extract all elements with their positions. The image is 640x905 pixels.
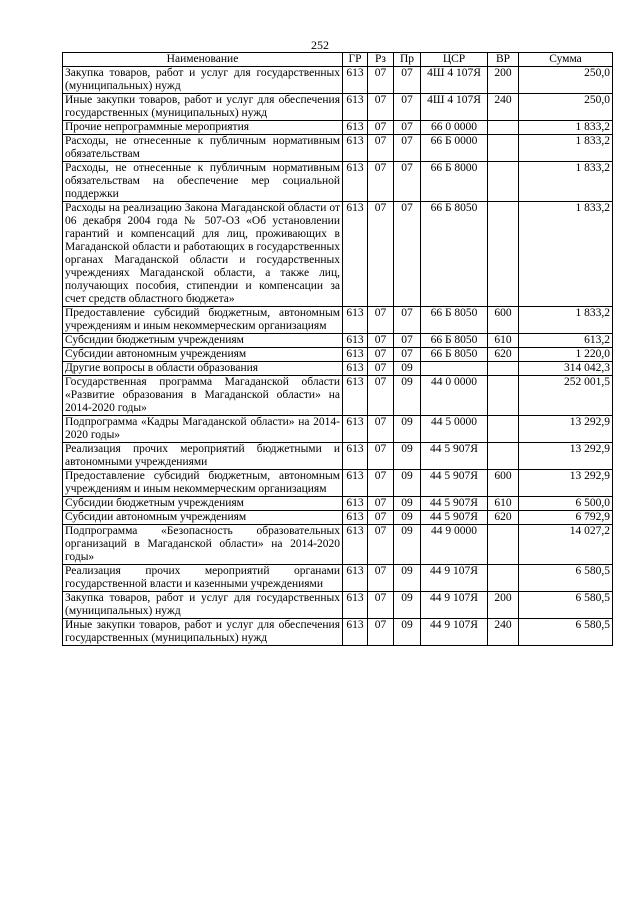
cell-gr: 613 (343, 619, 368, 646)
table-row (63, 443, 613, 470)
cell-gr: 613 (343, 376, 368, 416)
cell-vr: 200 (488, 592, 519, 619)
cell-vr (488, 362, 519, 376)
cell-rz: 07 (368, 565, 394, 592)
cell-csr: 44 5 907Я (421, 443, 488, 470)
cell-name: Подпрограмма «Кадры Магаданской области» на 2014-2020 годы» (63, 416, 343, 443)
cell-pr: 09 (394, 565, 421, 592)
cell-gr: 613 (343, 202, 368, 307)
cell-pr: 07 (394, 67, 421, 94)
cell-sum: 13 292,9 (519, 443, 613, 470)
cell-rz: 07 (368, 619, 394, 646)
cell-rz: 07 (368, 94, 394, 121)
cell-vr: 610 (488, 497, 519, 511)
cell-name: Субсидии автономным учреждениям (63, 511, 343, 525)
cell-rz: 07 (368, 525, 394, 565)
table-row (63, 565, 613, 592)
cell-csr: 44 9 0000 (421, 525, 488, 565)
cell-csr: 44 9 107Я (421, 565, 488, 592)
cell-pr: 09 (394, 592, 421, 619)
cell-rz: 07 (368, 592, 394, 619)
cell-rz: 07 (368, 470, 394, 497)
header-vr: ВР (488, 53, 519, 67)
cell-vr (488, 416, 519, 443)
cell-vr (488, 525, 519, 565)
cell-vr (488, 565, 519, 592)
cell-name: Расходы, не отнесенные к публичным нормативным обязательствам (63, 135, 343, 162)
cell-name: Государственная программа Магаданской области «Развитие образования в Магаданской области» на 2014-2020 годы» (63, 376, 343, 416)
cell-rz: 07 (368, 121, 394, 135)
cell-name: Закупка товаров, работ и услуг для государственных (муниципальных) нужд (63, 592, 343, 619)
cell-pr: 07 (394, 94, 421, 121)
cell-sum: 1 220,0 (519, 348, 613, 362)
cell-rz: 07 (368, 362, 394, 376)
table-row (63, 94, 613, 121)
cell-name: Расходы, не отнесенные к публичным нормативным обязательствам на обеспечение мер социальной поддержки (63, 162, 343, 202)
cell-pr: 07 (394, 307, 421, 334)
cell-vr: 200 (488, 67, 519, 94)
cell-gr: 613 (343, 334, 368, 348)
cell-sum: 14 027,2 (519, 525, 613, 565)
cell-vr (488, 162, 519, 202)
cell-rz: 07 (368, 202, 394, 307)
table-row (63, 348, 613, 362)
cell-name: Прочие непрограммные мероприятия (63, 121, 343, 135)
cell-sum: 1 833,2 (519, 202, 613, 307)
cell-sum: 250,0 (519, 94, 613, 121)
cell-csr: 66 Б 8050 (421, 334, 488, 348)
table-row (63, 619, 613, 646)
cell-csr: 66 Б 0000 (421, 135, 488, 162)
cell-name: Другие вопросы в области образования (63, 362, 343, 376)
cell-vr: 620 (488, 348, 519, 362)
cell-sum: 1 833,2 (519, 162, 613, 202)
table-row (63, 511, 613, 525)
cell-name: Субсидии бюджетным учреждениям (63, 334, 343, 348)
cell-csr: 44 9 107Я (421, 592, 488, 619)
cell-pr: 09 (394, 416, 421, 443)
cell-rz: 07 (368, 307, 394, 334)
cell-vr (488, 376, 519, 416)
table-row (63, 376, 613, 416)
cell-csr: 44 0 0000 (421, 376, 488, 416)
cell-csr: 44 5 907Я (421, 511, 488, 525)
cell-pr: 09 (394, 376, 421, 416)
cell-gr: 613 (343, 511, 368, 525)
cell-pr: 09 (394, 362, 421, 376)
cell-name: Иные закупки товаров, работ и услуг для обеспечения государственных (муниципальных) нужд (63, 619, 343, 646)
table-row (63, 525, 613, 565)
cell-csr: 66 Б 8050 (421, 307, 488, 334)
header-sum: Сумма (519, 53, 613, 67)
table-row (63, 162, 613, 202)
cell-rz: 07 (368, 162, 394, 202)
cell-vr (488, 135, 519, 162)
table-row (63, 67, 613, 94)
cell-csr: 4Ш 4 107Я (421, 94, 488, 121)
cell-vr: 240 (488, 619, 519, 646)
cell-gr: 613 (343, 348, 368, 362)
budget-table (62, 52, 613, 646)
cell-gr: 613 (343, 416, 368, 443)
cell-csr: 44 9 107Я (421, 619, 488, 646)
cell-name: Предоставление субсидий бюджетным, автономным учреждениям и иным некоммерческим организациям (63, 470, 343, 497)
cell-sum: 1 833,2 (519, 135, 613, 162)
table-row (63, 135, 613, 162)
cell-gr: 613 (343, 525, 368, 565)
cell-name: Субсидии автономным учреждениям (63, 348, 343, 362)
cell-vr: 610 (488, 334, 519, 348)
cell-gr: 613 (343, 497, 368, 511)
cell-sum: 13 292,9 (519, 416, 613, 443)
cell-name: Предоставление субсидий бюджетным, автономным учреждениям и иным некоммерческим организациям (63, 307, 343, 334)
cell-pr: 09 (394, 525, 421, 565)
cell-rz: 07 (368, 376, 394, 416)
cell-gr: 613 (343, 307, 368, 334)
cell-name: Расходы на реализацию Закона Магаданской области от 06 декабря 2004 года № 507-ОЗ «Об установлении гарантий и компенсаций для лиц, проживающих в Магаданской области и работающих в государственных органах Магаданской области и государственных учреждениях Магаданской области, а также лиц, получающих пособия, стипендии и компенсации за счет средств областного бюджета» (63, 202, 343, 307)
cell-csr: 66 Б 8050 (421, 202, 488, 307)
cell-vr (488, 121, 519, 135)
cell-csr: 66 0 0000 (421, 121, 488, 135)
table-row (63, 307, 613, 334)
cell-vr: 620 (488, 511, 519, 525)
cell-pr: 07 (394, 202, 421, 307)
cell-name: Реализация прочих мероприятий бюджетными и автономными учреждениями (63, 443, 343, 470)
cell-gr: 613 (343, 592, 368, 619)
cell-sum: 6 500,0 (519, 497, 613, 511)
cell-sum: 250,0 (519, 67, 613, 94)
cell-vr (488, 202, 519, 307)
table-row (63, 470, 613, 497)
cell-rz: 07 (368, 135, 394, 162)
cell-sum: 6 580,5 (519, 592, 613, 619)
cell-sum: 6 580,5 (519, 619, 613, 646)
cell-vr: 600 (488, 470, 519, 497)
cell-csr: 66 Б 8050 (421, 348, 488, 362)
cell-pr: 09 (394, 470, 421, 497)
cell-rz: 07 (368, 497, 394, 511)
cell-gr: 613 (343, 565, 368, 592)
cell-sum: 613,2 (519, 334, 613, 348)
cell-csr: 44 5 907Я (421, 470, 488, 497)
cell-rz: 07 (368, 334, 394, 348)
cell-csr (421, 362, 488, 376)
cell-gr: 613 (343, 443, 368, 470)
cell-name: Закупка товаров, работ и услуг для государственных (муниципальных) нужд (63, 67, 343, 94)
table-row (63, 497, 613, 511)
header-gr: ГР (343, 53, 368, 67)
cell-rz: 07 (368, 67, 394, 94)
table-row (63, 362, 613, 376)
cell-gr: 613 (343, 94, 368, 121)
cell-pr: 09 (394, 497, 421, 511)
cell-rz: 07 (368, 443, 394, 470)
cell-name: Субсидии бюджетным учреждениям (63, 497, 343, 511)
cell-pr: 09 (394, 511, 421, 525)
cell-pr: 07 (394, 135, 421, 162)
header-csr: ЦСР (421, 53, 488, 67)
cell-name: Подпрограмма «Безопасность образовательных организаций в Магаданской области» на 2014-2020 годы» (63, 525, 343, 565)
cell-gr: 613 (343, 162, 368, 202)
cell-pr: 09 (394, 619, 421, 646)
cell-rz: 07 (368, 348, 394, 362)
cell-pr: 07 (394, 348, 421, 362)
cell-pr: 07 (394, 121, 421, 135)
cell-csr: 44 5 907Я (421, 497, 488, 511)
cell-vr (488, 443, 519, 470)
cell-rz: 07 (368, 511, 394, 525)
cell-sum: 6 580,5 (519, 565, 613, 592)
cell-sum: 1 833,2 (519, 307, 613, 334)
cell-sum: 314 042,3 (519, 362, 613, 376)
page-number: 252 (311, 38, 329, 52)
cell-gr: 613 (343, 135, 368, 162)
cell-csr: 66 Б 8000 (421, 162, 488, 202)
cell-sum: 1 833,2 (519, 121, 613, 135)
cell-gr: 613 (343, 121, 368, 135)
cell-pr: 07 (394, 334, 421, 348)
cell-name: Реализация прочих мероприятий органами государственной власти и казенными учреждениями (63, 565, 343, 592)
table-row (63, 416, 613, 443)
cell-sum: 252 001,5 (519, 376, 613, 416)
header-row (63, 53, 613, 67)
cell-csr: 44 5 0000 (421, 416, 488, 443)
cell-gr: 613 (343, 67, 368, 94)
header-pr: Пр (394, 53, 421, 67)
cell-vr: 600 (488, 307, 519, 334)
cell-gr: 613 (343, 362, 368, 376)
cell-pr: 07 (394, 162, 421, 202)
cell-name: Иные закупки товаров, работ и услуг для обеспечения государственных (муниципальных) нужд (63, 94, 343, 121)
table-row (63, 334, 613, 348)
cell-sum: 13 292,9 (519, 470, 613, 497)
cell-sum: 6 792,9 (519, 511, 613, 525)
table-row (63, 121, 613, 135)
cell-csr: 4Ш 4 107Я (421, 67, 488, 94)
header-rz: Рз (368, 53, 394, 67)
cell-rz: 07 (368, 416, 394, 443)
header-name: Наименование (63, 53, 343, 67)
cell-pr: 09 (394, 443, 421, 470)
cell-gr: 613 (343, 470, 368, 497)
cell-vr: 240 (488, 94, 519, 121)
table-row (63, 202, 613, 307)
table-row (63, 592, 613, 619)
